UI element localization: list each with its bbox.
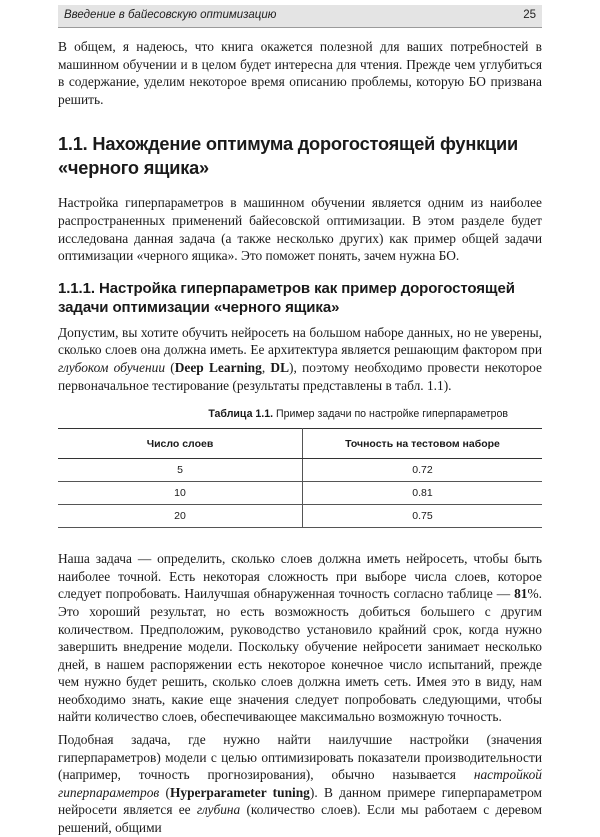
text-run: Подобная задача, где нужно найти наилучшие настройки (значения гиперпараметров) модели с целью оптимизировать показатели производительности (например, точность прогнозирования), обычно называется xyxy=(58,732,542,783)
text-run: Наша задача — определить, сколько слоев должна иметь нейросеть, чтобы быть наиболее точной. Есть некоторая сложность при выборе числа слоев, которое следует попробовать. Наилучшая обнаруженная точность согласно таблице — xyxy=(58,551,542,602)
running-header xyxy=(58,5,542,28)
table-cell-layers: 10 xyxy=(58,482,303,505)
term-bold: DL xyxy=(270,359,290,375)
table-header-row xyxy=(58,429,542,459)
section-paragraph: Настройка гиперпараметров в машинном обучении является одним из наиболее распространенных применений байесовской оптимизации. В этом разделе будет исследована данная задача (а также несколько других) как пример общей задачи оптимизации «черного ящика». Это поможет понять, зачем нужна БО. xyxy=(58,195,542,264)
text-run: , xyxy=(261,359,271,375)
table-caption-text: Пример задачи по настройке гиперпараметров xyxy=(273,408,508,421)
accuracy-bold: 81 xyxy=(514,586,528,602)
text-run: %. Это хороший результат, но есть возможность добиться большего с другим количеством. Предположим, руководство установило крайний срок, когда нужно завершить внедрение модели. Поскольку обучение нейросети занимает несколько дней, в нашем распоряжении есть некоторое конечное число испытаний, прежде чем нужно будет решить, сколько слоев должна иметь сеть. Имея это в виду, нам необходимо знать, какие еще значения следует попробовать следующими, чтобы найти количество слоев, обеспечивающее максимально возможную точность. xyxy=(58,586,542,725)
subsection-heading: 1.1.1. Настройка гиперпараметров как пример дорогостоящей задачи оптимизации «черного ящика» xyxy=(58,279,515,316)
table-caption-label: Таблица 1.1. xyxy=(208,408,274,421)
intro-paragraph: В общем, я надеюсь, что книга окажется полезной для ваших потребностей в машинном обучении и в целом будет интересна для чтения. Прежде чем углубиться в содержание, уделим некоторое время описанию проблемы, которую БО призвана решить. xyxy=(58,39,542,107)
term-bold: Hyperparameter tuning xyxy=(169,784,310,800)
text-run: ). В данном примере гиперпараметром нейросети является ее xyxy=(58,784,543,818)
text-run: ), поэтому необходимо провести некоторое первоначальное тестирование (результаты представлены в табл. 1.1). xyxy=(58,359,542,393)
text-run: ( xyxy=(165,359,175,375)
task-paragraph xyxy=(58,550,542,726)
term-italic: глубина xyxy=(196,802,241,818)
table-row xyxy=(58,482,542,505)
table-cell-layers: 5 xyxy=(58,459,303,482)
table-cell-accuracy: 0.72 xyxy=(303,459,543,482)
text-run: ( xyxy=(159,784,170,800)
page-content xyxy=(58,38,542,837)
table-cell-accuracy: 0.81 xyxy=(303,482,543,505)
term-bold: Deep Learning xyxy=(174,359,262,375)
final-paragraph xyxy=(58,731,542,837)
running-title: Введение в байесовскую оптимизацию xyxy=(64,9,277,21)
term-italic: глубоком обучении xyxy=(58,359,166,375)
section-heading: 1.1. Нахождение оптимума дорогостоящей функции «черного ящика» xyxy=(58,134,518,179)
text-run: Допустим, вы хотите обучить нейросеть на большом наборе данных, но не уверены, сколько слоев она должна иметь. Ее архитектура является решающим фактором при xyxy=(58,324,542,358)
table-caption xyxy=(58,408,542,420)
table-block xyxy=(58,408,542,528)
text-run: (количество слоев). Если мы работаем с деревом решений, общими xyxy=(58,802,542,836)
table-cell-layers: 20 xyxy=(58,505,303,528)
table-row xyxy=(58,505,542,528)
deep-learning-paragraph xyxy=(58,324,542,394)
table-cell-accuracy: 0.75 xyxy=(303,505,543,528)
term-italic: настройкой гиперпараметров xyxy=(58,767,542,800)
table-row xyxy=(58,459,542,482)
column-header-layers: Число слоев xyxy=(58,429,303,459)
results-table xyxy=(58,428,542,528)
column-header-accuracy: Точность на тестовом наборе xyxy=(303,429,543,459)
page-number: 25 xyxy=(523,9,536,21)
